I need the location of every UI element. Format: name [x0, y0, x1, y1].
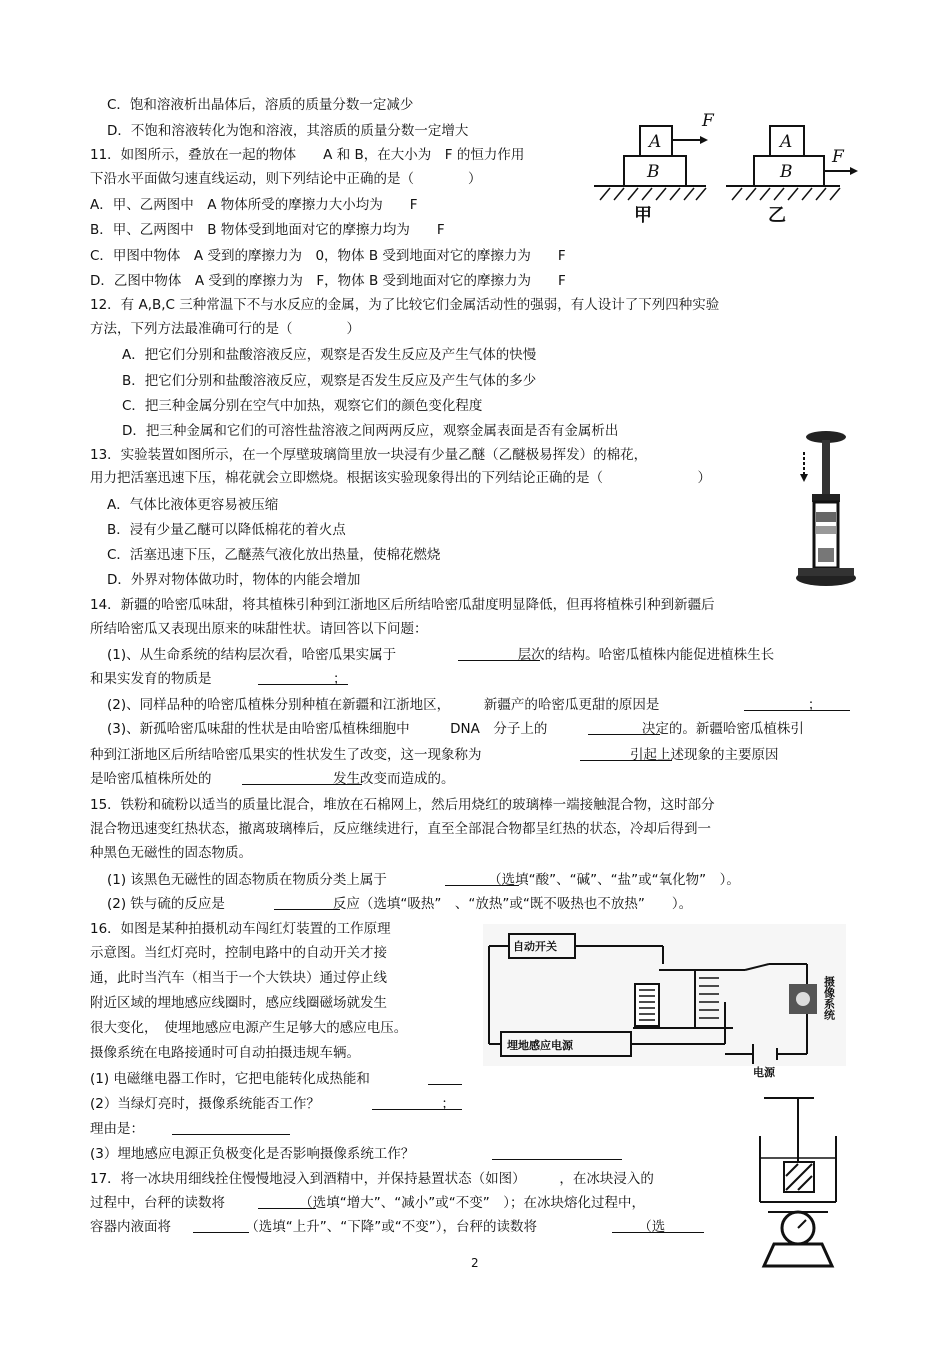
q11-option-b: B．甲、乙两图中 B 物体受到地面对它的摩擦力均为 F [90, 222, 445, 238]
q13-stem-1: 13．实验装置如图所示，在一个厚壁玻璃筒里放一块浸有少量乙醚（乙醚极易挥发）的棉花， [90, 447, 648, 463]
fig11-label-f-right: F [832, 147, 844, 167]
blank-17-2[interactable] [193, 1218, 249, 1233]
friction-blocks-figure [588, 108, 858, 226]
blank-14-3[interactable] [744, 696, 850, 711]
q10-option-d: D．不饱和溶液转化为饱和溶液，其溶质的质量分数一定增大 [107, 123, 469, 139]
q16-stem-1: 16．如图是某种拍摄机动车闯红灯装置的工作原理 [90, 921, 391, 937]
blank-17-1[interactable] [258, 1194, 316, 1209]
blank-16-3[interactable] [172, 1120, 290, 1135]
q17-stem-3: 容器内液面将 （选填“上升”、“下降”或“不变”），台秤的读数将 （选 [90, 1219, 666, 1235]
blank-14-4[interactable] [588, 720, 660, 735]
q12-option-d: D．把三种金属和它们的可溶性盐溶液之间两两反应，观察金属表面是否有金属析出 [122, 423, 619, 439]
q15-stem-1: 15．铁粉和硫粉以适当的质量比混合，堆放在石棉网上，然后用烧红的玻璃棒一端接触混合物，这时部分 [90, 797, 715, 813]
q14-part1-b: 和果实发育的物质是 ； [90, 671, 347, 687]
q14-part1-a: (1)、从生命系统的结构层次看，哈密瓜果实属于 层次的结构。哈密瓜植株内能促进植株生长 [107, 647, 775, 663]
q14-part3-c: 是哈密瓜植株所处的 发生改变而造成的。 [90, 771, 455, 787]
q15-stem-2: 混合物迅速变红热状态，撤离玻璃棒后，反应继续进行，直至全部混合物都呈红热的状态，冷却后得到一 [90, 821, 711, 837]
q10-option-c: C．饱和溶液析出晶体后，溶质的质量分数一定减少 [107, 97, 414, 113]
fig16-camera-label: 摄像系统 [822, 976, 836, 1020]
fig11-caption-jia: 甲 [634, 205, 652, 226]
fig11-label-b-right: B [780, 162, 793, 182]
q12-stem-1: 12．有 A,B,C 三种常温下不与水反应的金属，为了比较它们金属活动性的强弱，有人设计了下列四种实验 [90, 297, 720, 313]
fig16-switch-label: 自动开关 [513, 940, 557, 953]
fire-syringe-figure [792, 428, 858, 590]
q16-stem-4: 附近区域的埋地感应线圈时，感应线圈磁场就发生 [90, 995, 387, 1011]
q15-stem-3: 种黑色无磁性的固态物质。 [90, 845, 252, 861]
fig11-label-a-right: A [780, 132, 793, 152]
q11-option-c: C．甲图中物体 A 受到的摩擦力为 0，物体 B 受到地面对它的摩擦力为 F [90, 248, 566, 264]
q14-part3-a: (3)、新孤哈密瓜味甜的性状是由哈密瓜植株细胞中 DNA 分子上的 决定的。新疆哈密瓜植株引 [107, 721, 804, 737]
q13-option-a: A．气体比液体更容易被压缩 [107, 497, 279, 513]
q11-stem-1: 11．如图所示，叠放在一起的物体 A 和 B，在大小为 F 的恒力作用 [90, 147, 525, 163]
q13-option-b: B．浸有少量乙醚可以降低棉花的着火点 [107, 522, 346, 538]
q17-stem-2: 过程中，台秤的读数将 （选填“增大”、“减小”或“不变” ）；在冰块熔化过程中， [90, 1195, 645, 1211]
blank-16-4[interactable] [492, 1145, 622, 1160]
fig11-label-b-left: B [647, 162, 660, 182]
q14-stem-1: 14．新疆的哈密瓜味甜，将其植株引种到江浙地区后所结哈密瓜甜度明显降低，但再将植株引种到新疆后 [90, 597, 715, 613]
fig11-label-a-left: A [649, 132, 662, 152]
q15-part2: (2) 铁与硫的反应是 反应（选填“吸热” 、“放热”或“既不吸热也不放热” ）。 [107, 896, 693, 912]
q16-stem-2: 示意图。当红灯亮时，控制电路中的自动开关才接 [90, 945, 387, 961]
page-number: 2 [471, 1256, 479, 1270]
q11-option-a: A．甲、乙两图中 A 物体所受的摩擦力大小均为 F [90, 197, 418, 213]
q16-stem-5: 很大变化， 使埋地感应电源产生足够大的感应电压。 [90, 1020, 408, 1036]
q16-reason: 理由是： [90, 1121, 144, 1137]
q16-stem-6: 摄像系统在电路接通时可自动拍摄违规车辆。 [90, 1045, 360, 1061]
q13-option-c: C．活塞迅速下压，乙醚蒸气液化放出热量，使棉花燃烧 [107, 547, 441, 563]
blank-16-1[interactable] [428, 1070, 462, 1085]
blank-17-3[interactable] [612, 1218, 704, 1233]
blank-15-1[interactable] [445, 871, 519, 886]
q13-stem-2: 用力把活塞迅速下压，棉花就会立即燃烧。根据该实验现象得出的下列结论正确的是（ ） [90, 470, 711, 486]
fig16-power-label: 电源 [753, 1066, 775, 1079]
q16-stem-3: 通，此时当汽车（相当于一个大铁块）通过停止线 [90, 970, 387, 986]
fig11-label-f-left: F [702, 111, 714, 131]
fig16-source-label: 埋地感应电源 [507, 1039, 573, 1052]
blank-16-2[interactable] [372, 1095, 462, 1110]
blank-14-6[interactable] [242, 770, 362, 785]
blank-14-2[interactable] [258, 670, 348, 685]
q12-option-b: B．把它们分别和盐酸溶液反应，观察是否发生反应及产生气体的多少 [122, 373, 537, 389]
q12-stem-2: 方法，下列方法最准确可行的是（ ） [90, 321, 360, 337]
q13-option-d: D．外界对物体做功时，物体的内能会增加 [107, 572, 361, 588]
q11-option-d: D．乙图中物体 A 受到的摩擦力为 F，物体 B 受到地面对它的摩擦力为 F [90, 273, 566, 289]
red-light-camera-circuit [483, 924, 846, 1079]
blank-14-1[interactable] [458, 646, 540, 661]
q16-part2: (2）当绿灯亮时，摄像系统能否工作？ ； [90, 1096, 455, 1112]
q16-part3: (3）埋地感应电源正负极变化是否影响摄像系统工作？ [90, 1146, 415, 1162]
q12-option-c: C．把三种金属分别在空气中加热，观察它们的颜色变化程度 [122, 398, 483, 414]
q16-part1: (1) 电磁继电器工作时，它把电能转化成热能和 [90, 1071, 424, 1087]
q14-part3-b: 种到江浙地区后所结哈密瓜果实的性状发生了改变，这一现象称为 引起上述现象的主要原因 [90, 747, 779, 763]
ice-scale-figure [752, 1096, 852, 1274]
q12-option-a: A．把它们分别和盐酸溶液反应，观察是否发生反应及产生气体的快慢 [122, 347, 537, 363]
q17-stem-1: 17．将一冰块用细线拴住慢慢地浸入到酒精中，并保持悬置状态（如图） ，在冰块浸入的 [90, 1171, 654, 1187]
blank-14-5[interactable] [580, 746, 672, 761]
q14-part2: (2)、同样品种的哈密瓜植株分别种植在新疆和江浙地区， 新疆产的哈密瓜更甜的原因是 ； [107, 697, 822, 713]
q14-stem-2: 所结哈密瓜又表现出原来的味甜性状。请回答以下问题： [90, 621, 428, 637]
blank-15-2[interactable] [274, 895, 340, 910]
q11-stem-2: 下沿水平面做匀速直线运动，则下列结论中正确的是（ ） [90, 171, 482, 187]
q15-part1: (1) 该黑色无磁性的固态物质在物质分类上属于 （选填“酸”、“碱”、“盐”或“氧化物” ）。 [107, 872, 740, 888]
fig11-caption-yi: 乙 [768, 205, 786, 226]
